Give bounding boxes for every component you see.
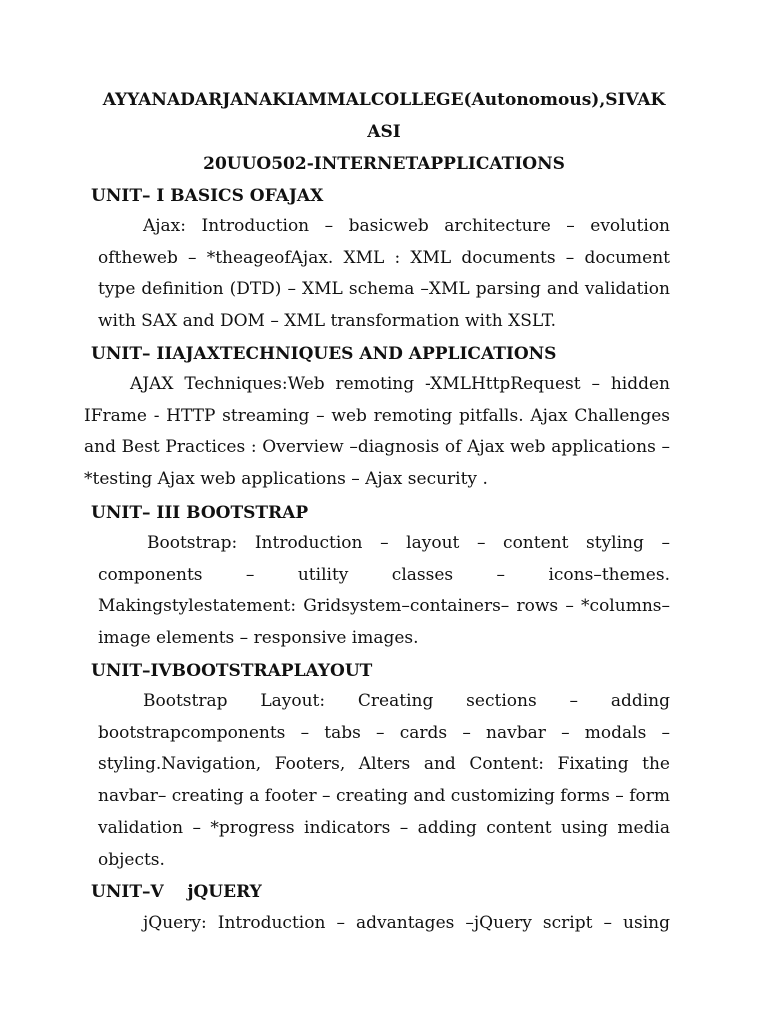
unit-3-heading: UNIT– III BOOTSTRAP	[91, 503, 309, 523]
unit-5-body: jQuery: Introduction – advantages –jQuery script – using	[143, 913, 670, 933]
unit-1-heading: UNIT– I BASICS OFAJAX	[91, 186, 324, 206]
unit-1-body: Ajax: Introduction – basicweb architecture – evolution oftheweb – *theageofAjax. XML : XML documents – document type definition (DTD) – XML schema –XML parsing and validation with SAX and DOM – XML transformation with XSLT.	[98, 216, 670, 332]
unit-2-body: AJAX Techniques:Web remoting -XMLHttpRequest – hidden IFrame - HTTP streaming – web remoting pitfalls. Ajax Challenges and Best Practices : Overview –diagnosis of Ajax web applications – *testing Ajax web applications – Ajax security .	[84, 374, 670, 490]
unit-3-body: Bootstrap: Introduction – layout – content styling – components – utility classes – icons–themes. Makingstylestatement: Gridsystem–containers– rows – *columns–image elements – responsive images.	[98, 533, 670, 649]
college-name-line1: AYYANADARJANAKIAMMALCOLLEGE(Autonomous),SIVAK	[102, 90, 666, 110]
unit-4-heading: UNIT–IVBOOTSTRAPLAYOUT	[91, 661, 373, 681]
unit-5-heading: UNIT–V jQUERY	[91, 882, 262, 902]
unit-4-body: Bootstrap Layout: Creating sections – adding bootstrapcomponents – tabs – cards – navbar – modals – styling.Navigation, Footers, Alters and Content: Fixating the navbar– creating a footer – creating and customizing forms – form validation – *progress indicators – adding content using media objects.	[98, 691, 670, 870]
course-title: 20UUO502-INTERNETAPPLICATIONS	[203, 154, 565, 174]
college-name-line2: ASI	[367, 122, 401, 142]
unit-2-heading: UNIT– IIAJAXTECHNIQUES AND APPLICATIONS	[91, 344, 557, 364]
